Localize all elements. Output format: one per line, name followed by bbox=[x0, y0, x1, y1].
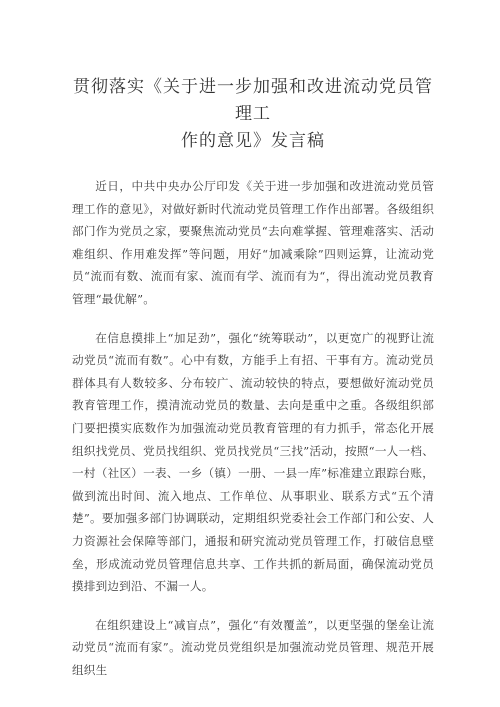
document-body bbox=[72, 175, 434, 681]
document-title-line-2: 作的意见》发言稿 bbox=[181, 131, 325, 151]
paragraph-3: 在组织建设上“减盲点”，强化“有效覆盖”，以更坚强的堡垒让流动党员“流而有家”。流动党员党组织是加强流动党员管理、规范开展组织生 bbox=[72, 617, 434, 677]
paragraph-1: 近日，中共中央办公厅印发《关于进一步加强和改进流动党员管理工作的意见》，对做好新时代流动党员管理工作作出部署。各级组织部门作为党员之家，要聚焦流动党员“去向难掌握、管理难落实、活动难组织、作用难发挥”等问题，用好“加减乘除”四则运算，让流动党员“流而有数、流而有家、流而有学、流而有为“，得出流动党员教育管理“最优解”。 bbox=[72, 179, 434, 306]
document-title bbox=[72, 74, 434, 155]
paragraph-2: 在信息摸排上“加足劲”，强化“统筹联动”，以更宽广的视野让流动党员“流而有数”。心中有数，方能手上有招、干事有方。流动党员群体具有人数较多、分布较广、流动较快的特点，要想做好流动党员教育管理工作，摸清流动党员的数量、去向是重中之重。各级组织部门要把摸实底数作为加强流动党员教育管理的有力抓手，常态化开展组织找党员、党员找组织、党员找党员“三找”活动，按照“一人一档、一村（社区）一表、一乡（镇）一册、一县一库”标准建立跟踪台账，做到流出时间、流入地点、工作单位、从事职业、联系方式“五个清楚”。要加强多部门协调联动，定期组织党委社会工作部门和公安、人力资源社会保障等部门，通报和研究流动党员管理工作，打破信息壁垒，形成流动党员管理信息共享、工作共抓的新局面，确保流动党员摸排到边到沿、不漏一人。 bbox=[72, 330, 434, 594]
document-title-line-1: 贯彻落实《关于进一步加强和改进流动党员管理工 bbox=[73, 77, 433, 124]
